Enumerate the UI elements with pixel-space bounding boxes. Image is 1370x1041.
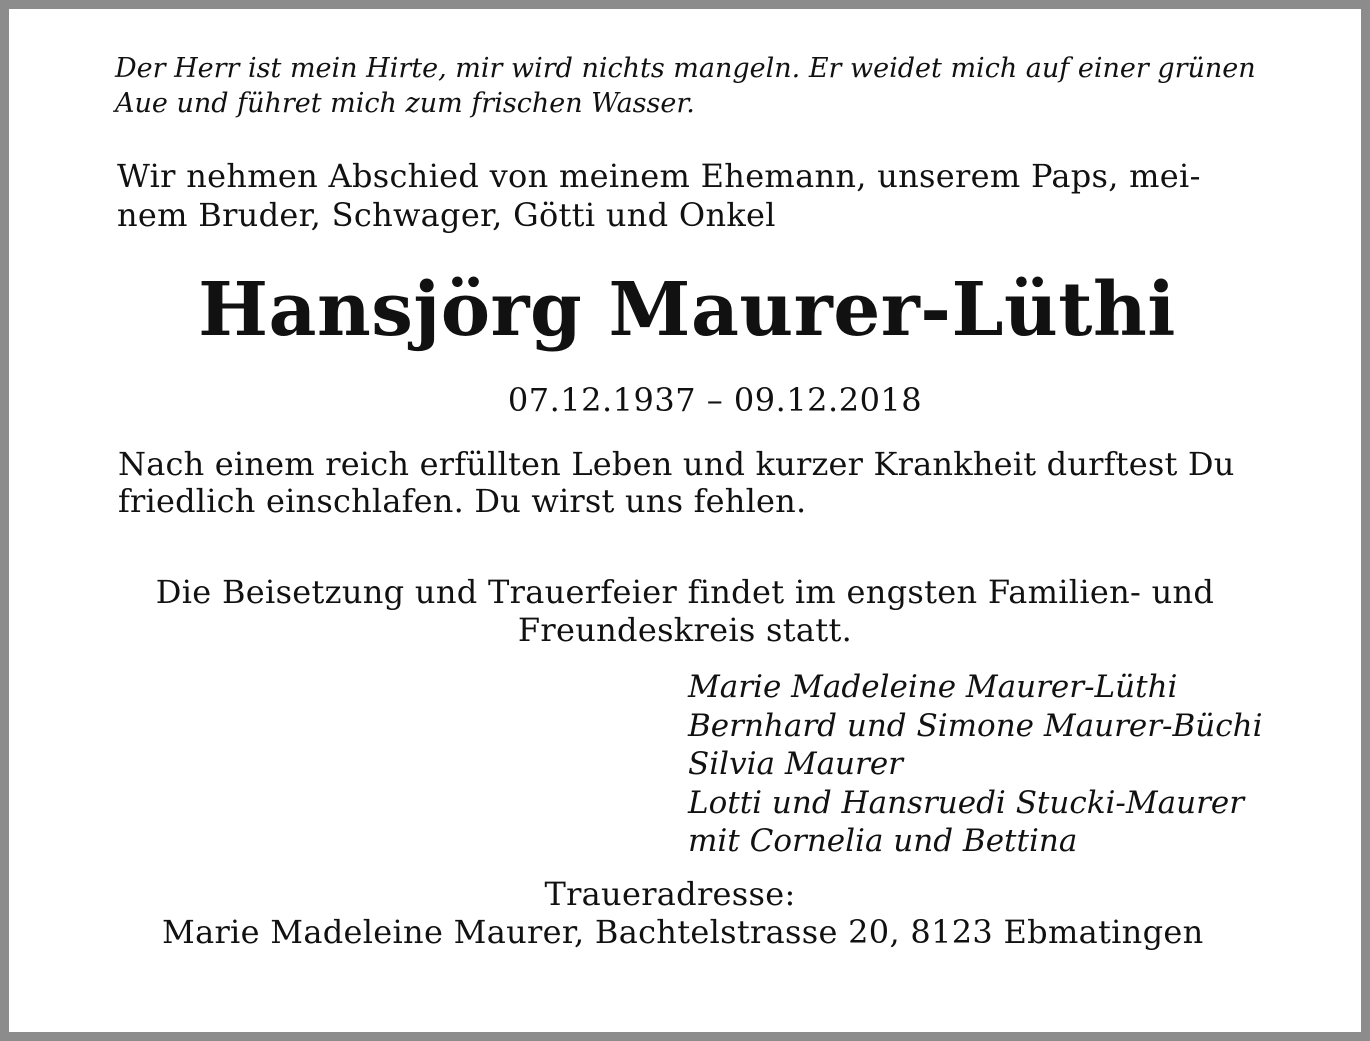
mourner-entry: Lotti und Hansruedi Stucki-Maurer — [688, 784, 1245, 821]
life-dates: 07.12.1937 – 09.12.2018 — [507, 381, 923, 419]
ceremony-line-2: Freundeskreis statt. — [517, 611, 853, 649]
intro-line-2: nem Bruder, Schwager, Götti und Onkel — [117, 196, 776, 234]
psalm-line-1: Der Herr ist mein Hirte, mir wird nichts mangeln. Er weidet mich auf einer grünen — [115, 53, 1256, 84]
mourner-entry: Bernhard und Simone Maurer-Büchi — [688, 707, 1263, 744]
address-value: Marie Madeleine Maurer, Bachtelstrasse 20, 8123 Ebmatingen — [162, 913, 1204, 951]
ceremony-line-1: Die Beisetzung und Trauerfeier findet im engsten Familien- und — [155, 573, 1215, 611]
mourner-entry: Silvia Maurer — [688, 746, 904, 782]
psalm-line-2: Aue und führet mich zum frischen Wasser. — [115, 88, 695, 119]
address-label: Traueradresse: — [544, 875, 796, 913]
intro-line-1: Wir nehmen Abschied von meinem Ehemann, unserem Paps, mei- — [117, 157, 1201, 195]
message-line-2: friedlich einschlafen. Du wirst uns fehlen. — [118, 482, 807, 520]
message-line-1: Nach einem reich erfüllten Leben und kurzer Krankheit durftest Du — [118, 445, 1235, 483]
deceased-name: Hansjörg Maurer-Lüthi — [198, 267, 1176, 353]
mourner-entry: Marie Madeleine Maurer-Lüthi — [688, 669, 1178, 705]
mourners-list — [688, 668, 1263, 861]
mourner-entry: mit Cornelia und Bettina — [688, 823, 1078, 859]
